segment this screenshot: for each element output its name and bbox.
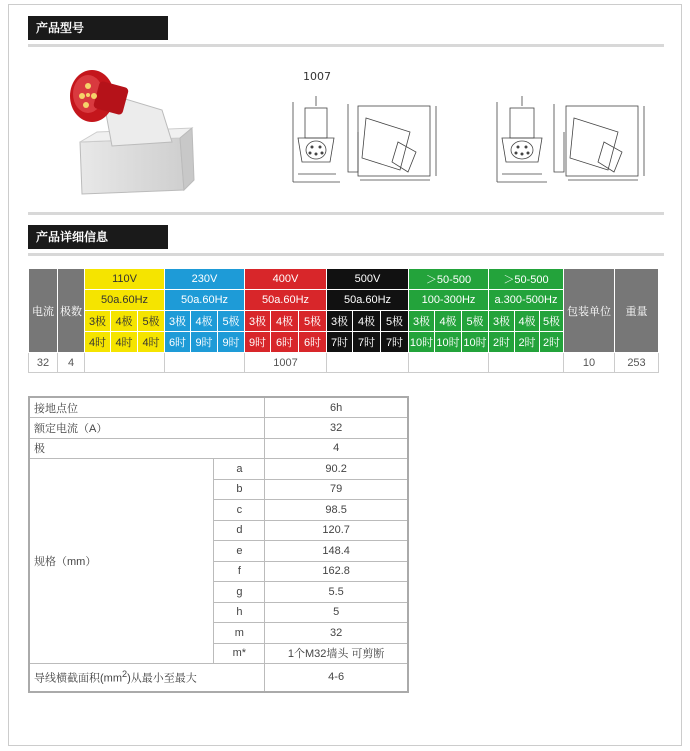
spec-value: 32 [265,418,408,439]
pole-cell: 3极 [245,311,271,332]
pole-cell: 3极 [489,311,515,332]
freq-50-500-a: 100-300Hz [409,290,489,311]
wire-value: 4-6 [265,664,408,692]
dimension-drawing-2 [492,92,652,192]
freq-110v: 50a.60Hz [85,290,165,311]
pole-cell: 5极 [462,311,489,332]
hour-cell: 7时 [353,332,381,353]
current-header: 电流 [29,269,58,353]
pole-cell: 3极 [409,311,435,332]
dim-key: h [214,602,265,623]
row-poles: 4 [58,353,85,373]
dim-value: 1个M32墙头 可剪断 [265,643,408,664]
freq-400v: 50a.60Hz [245,290,327,311]
model-label: 1007 [303,70,331,83]
section-divider [28,212,664,215]
dim-key: g [214,582,265,603]
pole-cell: 4极 [271,311,299,332]
hour-cell: 7时 [381,332,409,353]
weight-header: 重量 [615,269,659,353]
voltage-400v: 400V [245,269,327,290]
voltage-230v: 230V [165,269,245,290]
dim-value: 90.2 [265,459,408,480]
row-weight: 253 [615,353,659,373]
dim-key: m [214,623,265,644]
hour-cell: 4时 [111,332,138,353]
row-pack: 10 [564,353,615,373]
freq-230v: 50a.60Hz [165,290,245,311]
pole-cell: 4极 [353,311,381,332]
hour-cell: 2时 [515,332,540,353]
dimension-drawing-1 [290,92,440,192]
spec-value: 6h [265,397,408,418]
pole-cell: 5极 [218,311,245,332]
dim-value: 32 [265,623,408,644]
pole-cell: 5极 [299,311,327,332]
dim-key: c [214,500,265,521]
pole-cell: 5极 [138,311,165,332]
hour-cell: 7时 [327,332,353,353]
spec-label: 额定电流（A） [29,418,265,439]
pack-header: 包装单位 [564,269,615,353]
hour-cell: 9时 [245,332,271,353]
hour-cell: 6时 [271,332,299,353]
dim-value: 5 [265,602,408,623]
dim-key: a [214,459,265,480]
spec-value: 4 [265,438,408,459]
dim-key: f [214,561,265,582]
hour-cell: 4时 [85,332,111,353]
pole-cell: 3极 [165,311,191,332]
pole-cell: 4极 [435,311,462,332]
size-label: 规格（mm） [29,459,214,664]
hour-cell: 6时 [165,332,191,353]
pole-cell: 4极 [111,311,138,332]
dim-value: 148.4 [265,541,408,562]
hour-cell: 10时 [435,332,462,353]
pole-cell: 3极 [85,311,111,332]
dim-value: 98.5 [265,500,408,521]
pole-cell: 5极 [381,311,409,332]
wire-label: 导线横截面积$(mm^2)$从最小至最大 [29,664,265,692]
dim-key: m* [214,643,265,664]
hour-cell: 2时 [540,332,564,353]
dim-value: 162.8 [265,561,408,582]
row-current: 32 [29,353,58,373]
voltage-50-500-a: ＞50-500 [409,269,489,290]
voltage-color-table [28,268,659,373]
freq-500v: 50a.60Hz [327,290,409,311]
section-divider [28,253,664,256]
poles-header: 极数 [58,269,85,353]
hour-cell: 9时 [191,332,218,353]
spec-label: 极 [29,438,265,459]
pole-cell: 4极 [515,311,540,332]
dim-key: e [214,541,265,562]
section-detail-title: 产品详细信息 [28,225,168,249]
dim-key: d [214,520,265,541]
spec-table [28,396,409,693]
hour-cell: 10时 [462,332,489,353]
voltage-110v: 110V [85,269,165,290]
dim-value: 120.7 [265,520,408,541]
section-model-title: 产品型号 [28,16,168,40]
section-divider [28,44,664,47]
freq-50-500-b: a.300-500Hz [489,290,564,311]
spec-label: 接地点位 [29,397,265,418]
hour-cell: 9时 [218,332,245,353]
hour-cell: 2时 [489,332,515,353]
pole-cell: 4极 [191,311,218,332]
dim-key: b [214,479,265,500]
voltage-50-500-b: ＞50-500 [489,269,564,290]
hour-cell: 4时 [138,332,165,353]
hour-cell: 10时 [409,332,435,353]
voltage-500v: 500V [327,269,409,290]
hour-cell: 6时 [299,332,327,353]
row-model: 1007 [245,353,327,373]
product-photo [52,62,202,202]
pole-cell: 3极 [327,311,353,332]
pole-cell: 5极 [540,311,564,332]
dim-value: 5.5 [265,582,408,603]
dim-value: 79 [265,479,408,500]
